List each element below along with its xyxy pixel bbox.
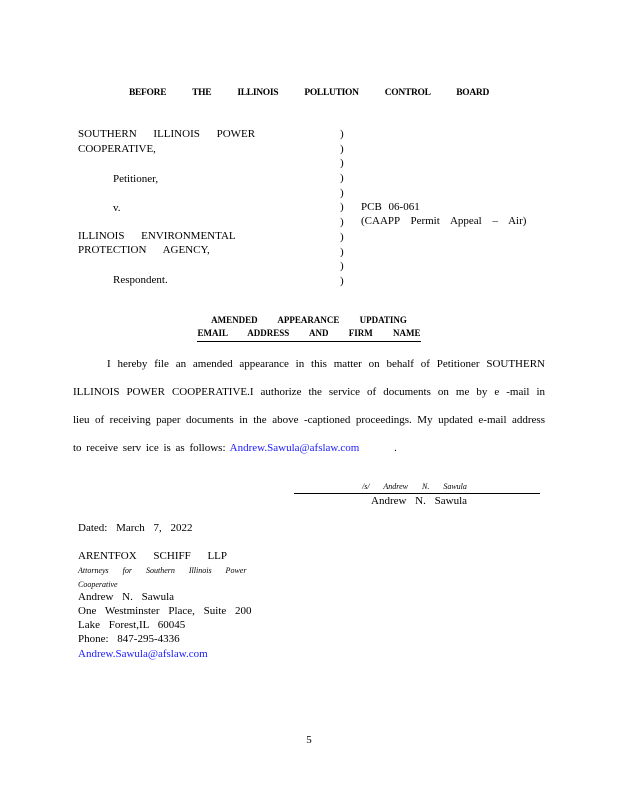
filing-title-line2: EMAIL ADDRESS AND FIRM NAME: [197, 327, 420, 342]
caption-parenthesis-column: [340, 127, 350, 289]
body-line-4-prefix: to receive serv ice is as follows:: [73, 442, 226, 454]
paren: ): [340, 230, 344, 243]
date-line: Dated: March 7, 2022: [78, 522, 193, 534]
paren: ): [340, 128, 344, 140]
signature-line: [294, 493, 540, 494]
paren: ): [340, 274, 344, 287]
petitioner-name-line1: SOUTHERN ILLINOIS POWER: [78, 128, 256, 140]
body-line-4: [73, 434, 545, 462]
case-number: PCB 06-061: [361, 201, 420, 213]
paren: ): [340, 186, 344, 199]
firm-address-line1: One Westminster Place, Suite 200: [78, 605, 252, 617]
paren: ): [340, 245, 344, 258]
body-paragraph: [73, 350, 545, 462]
body-line-4-suffix: .: [394, 442, 397, 454]
email-link[interactable]: Andrew.Sawula@afslaw.com: [229, 442, 360, 454]
case-type: (CAAPP Permit Appeal – Air): [361, 215, 527, 227]
filing-title: [0, 314, 618, 342]
electronic-signature: /s/ Andrew N. Sawula: [362, 482, 467, 491]
document-heading: BEFORE THE ILLINOIS POLLUTION CONTROL BOARD: [128, 88, 490, 98]
body-line-3: lieu of receiving paper documents in the above -captioned proceedings. My updated e-mail address: [73, 414, 545, 426]
firm-address-line2: Lake Forest,IL 60045: [78, 619, 186, 631]
respondent-name-line1: ILLINOIS ENVIRONMENTAL: [78, 230, 236, 242]
body-line-1: I hereby file an amended appearance in this matter on behalf of Petitioner SOUTHERN: [107, 358, 545, 370]
filing-title-line1: AMENDED APPEARANCE UPDATING: [211, 315, 407, 325]
paren: ): [340, 172, 344, 185]
respondent-role: Respondent.: [113, 274, 168, 286]
attorney-name: Andrew N. Sawula: [78, 591, 175, 603]
paren: ): [340, 260, 344, 273]
paren: ): [340, 142, 344, 155]
paren: ): [340, 157, 344, 170]
versus-label: v.: [113, 202, 121, 214]
signer-name: Andrew N. Sawula: [371, 495, 468, 507]
firm-name: ARENTFOX SCHIFF LLP: [78, 550, 228, 562]
firm-phone: Phone: 847-295-4336: [78, 633, 180, 645]
attorneys-for-line2: Cooperative: [78, 580, 118, 589]
respondent-name-line2: PROTECTION AGENCY,: [78, 244, 210, 256]
attorneys-for-line1: Attorneys for Southern Illinois Power: [78, 566, 247, 575]
page-number: 5: [306, 734, 312, 746]
petitioner-name-line2: COOPERATIVE,: [78, 143, 156, 155]
firm-email-link[interactable]: Andrew.Sawula@afslaw.com: [78, 648, 208, 660]
body-line-2: ILLINOIS POWER COOPERATIVE.I authorize the service of documents on me by e -mail in: [73, 386, 545, 398]
paren: ): [340, 201, 344, 214]
paren: ): [340, 216, 344, 229]
petitioner-role: Petitioner,: [113, 173, 159, 185]
